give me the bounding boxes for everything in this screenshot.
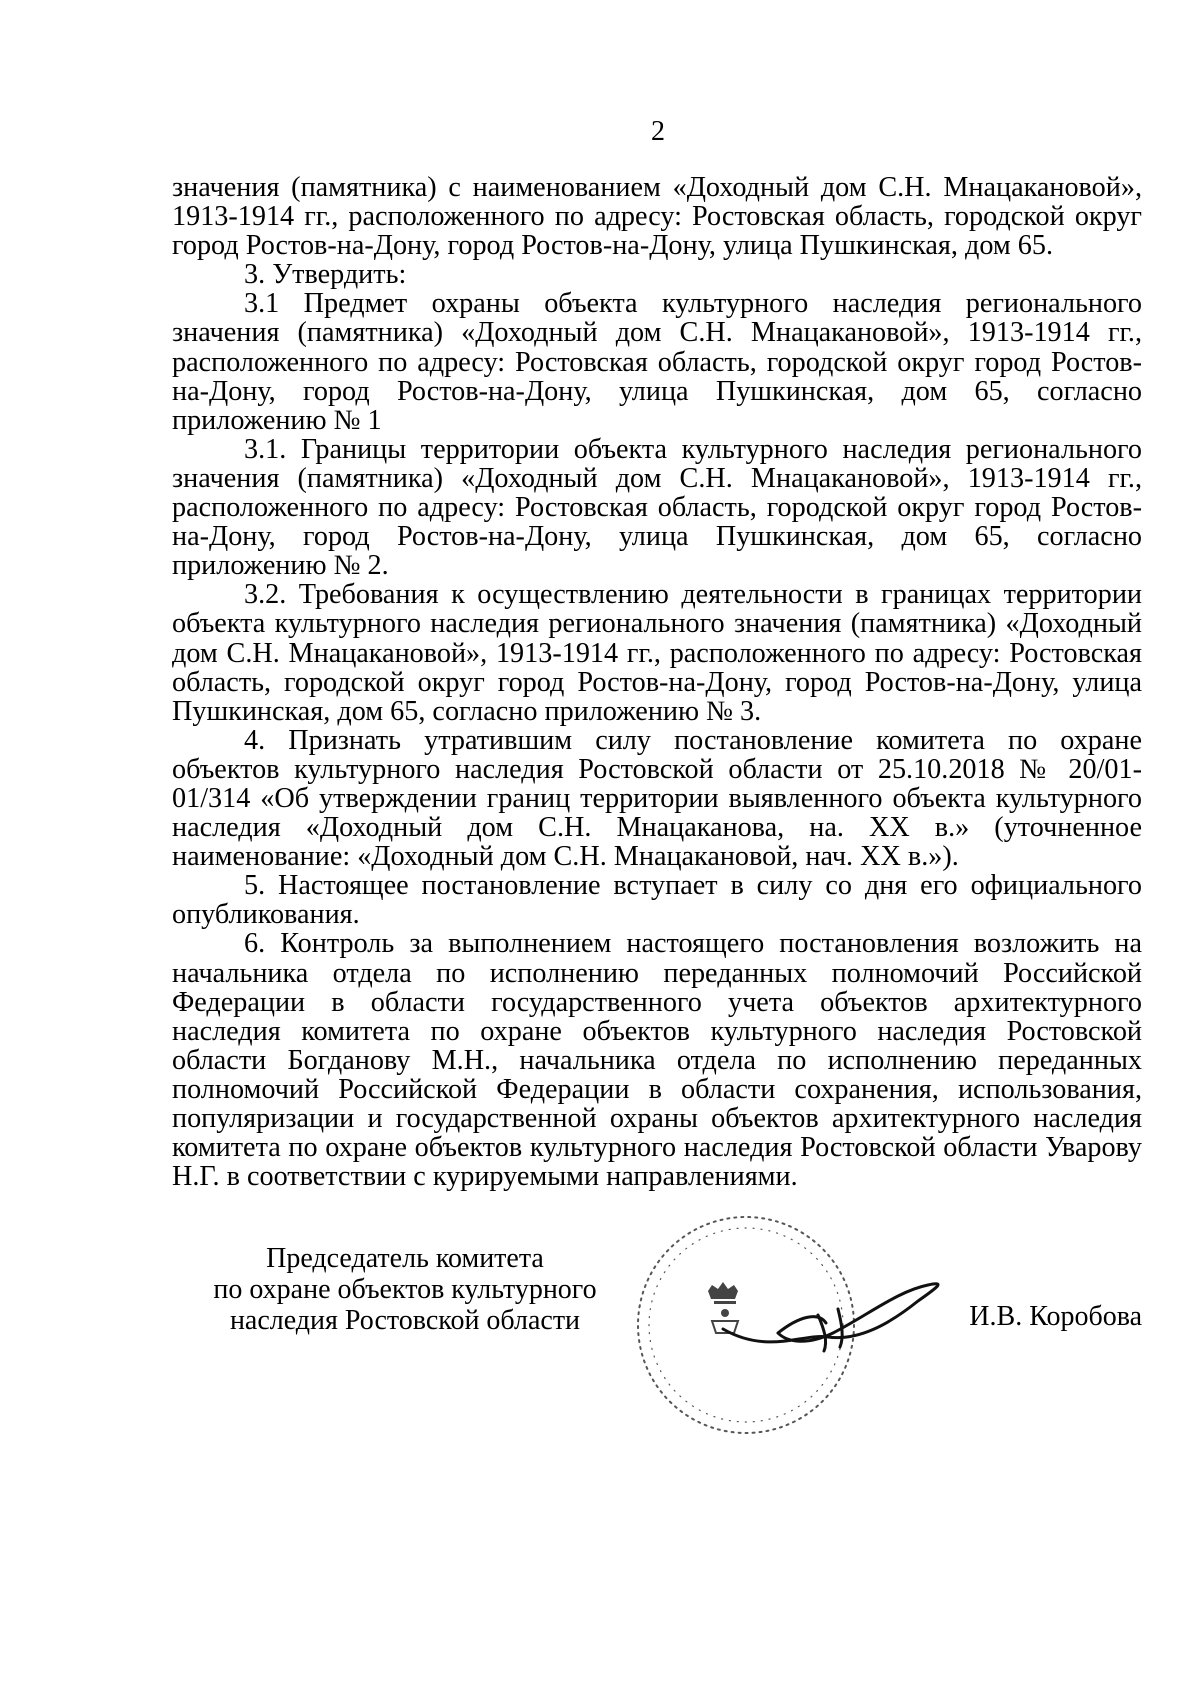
paragraph-continuation: значения (памятника) с наименованием «Доходный дом С.Н. Мнацакановой», 1913-1914 гг., расположенного по адресу: Ростовская область, городской округ город Ростов-на-Дону, город Ростов-на-Дону, улица Пушкинская, дом 65. (172, 172, 1142, 262)
signatory-title (185, 1243, 625, 1336)
paragraph-item-4: 4. Признать утратившим силу постановление комитета по охране объектов культурного наследия Ростовской области от 25.10.2018 № 20/01-01/314 «Об утверждении границ территории выявленного объекта культурного наследия «Доходный дом С.Н. Мнацаканова, на. XX в.» (уточненное наименование: «Доходный дом С.Н. Мнацакановой, нач. XX в.»). (172, 724, 1142, 873)
signatory-title-line: Председатель комитета (266, 1243, 544, 1274)
seal-emblem-icon (708, 1282, 738, 1333)
paragraph-item-3-1-boundaries: 3.1. Границы территории объекта культурного наследия регионального значения (памятника) «Доходный дом С.Н. Мнацакановой», 1913-1914 гг., расположенного по адресу: Ростовская область, городской округ город Ростов-на-Дону, город Ростов-на-Дону, улица Пушкинская, дом 65, согласно приложению № 2. (172, 433, 1142, 582)
handwritten-signature-icon (723, 1284, 938, 1351)
paragraph-item-3: 3. Утвердить: (244, 259, 407, 291)
document-body (172, 173, 1142, 1191)
signatory-title-line: по охране объектов культурного (213, 1274, 597, 1305)
paragraph-item-5: 5. Настоящее постановление вступает в силу со дня его официального опубликования. (172, 870, 1142, 931)
page-number: 2 (651, 116, 665, 147)
paragraph-item-6: 6. Контроль за выполнением настоящего постановления возложить на начальника отдела по исполнению переданных полномочий Российской Федерации в области государственного учета объектов архитектурного наследия комитета по охране объектов культурного наследия Ростовской области Богданову М.Н., начальника отдела по исполнению переданных полномочий Российской Федерации в области сохранения, использования, популяризации и государственной охраны объектов архитектурного наследия комитета по охране объектов культурного наследия Ростовской области Уварову Н.Г. в соответствии с курируемыми направлениями. (172, 928, 1142, 1193)
official-seal-with-signature (628, 1205, 958, 1445)
signatory-title-line: наследия Ростовской области (229, 1305, 581, 1336)
paragraph-item-3-1-subject: 3.1 Предмет охраны объекта культурного наследия регионального значения (памятника) «Доходный дом С.Н. Мнацакановой», 1913-1914 гг., расположенного по адресу: Ростовская область, городской округ город Ростов-на-Дону, город Ростов-на-Дону, улица Пушкинская, дом 65, согласно приложению № 1 (172, 288, 1142, 436)
paragraph-item-3-2: 3.2. Требования к осуществлению деятельности в границах территории объекта культурного наследия регионального значения (памятника) «Доходный дом С.Н. Мнацакановой», 1913-1914 гг., расположенного по адресу: Ростовская область, городской округ город Ростов-на-Дону, город Ростов-на-Дону, улица Пушкинская, дом 65, согласно приложению № 3. (172, 579, 1142, 727)
signatory-name: И.В. Коробова (969, 1301, 1142, 1332)
